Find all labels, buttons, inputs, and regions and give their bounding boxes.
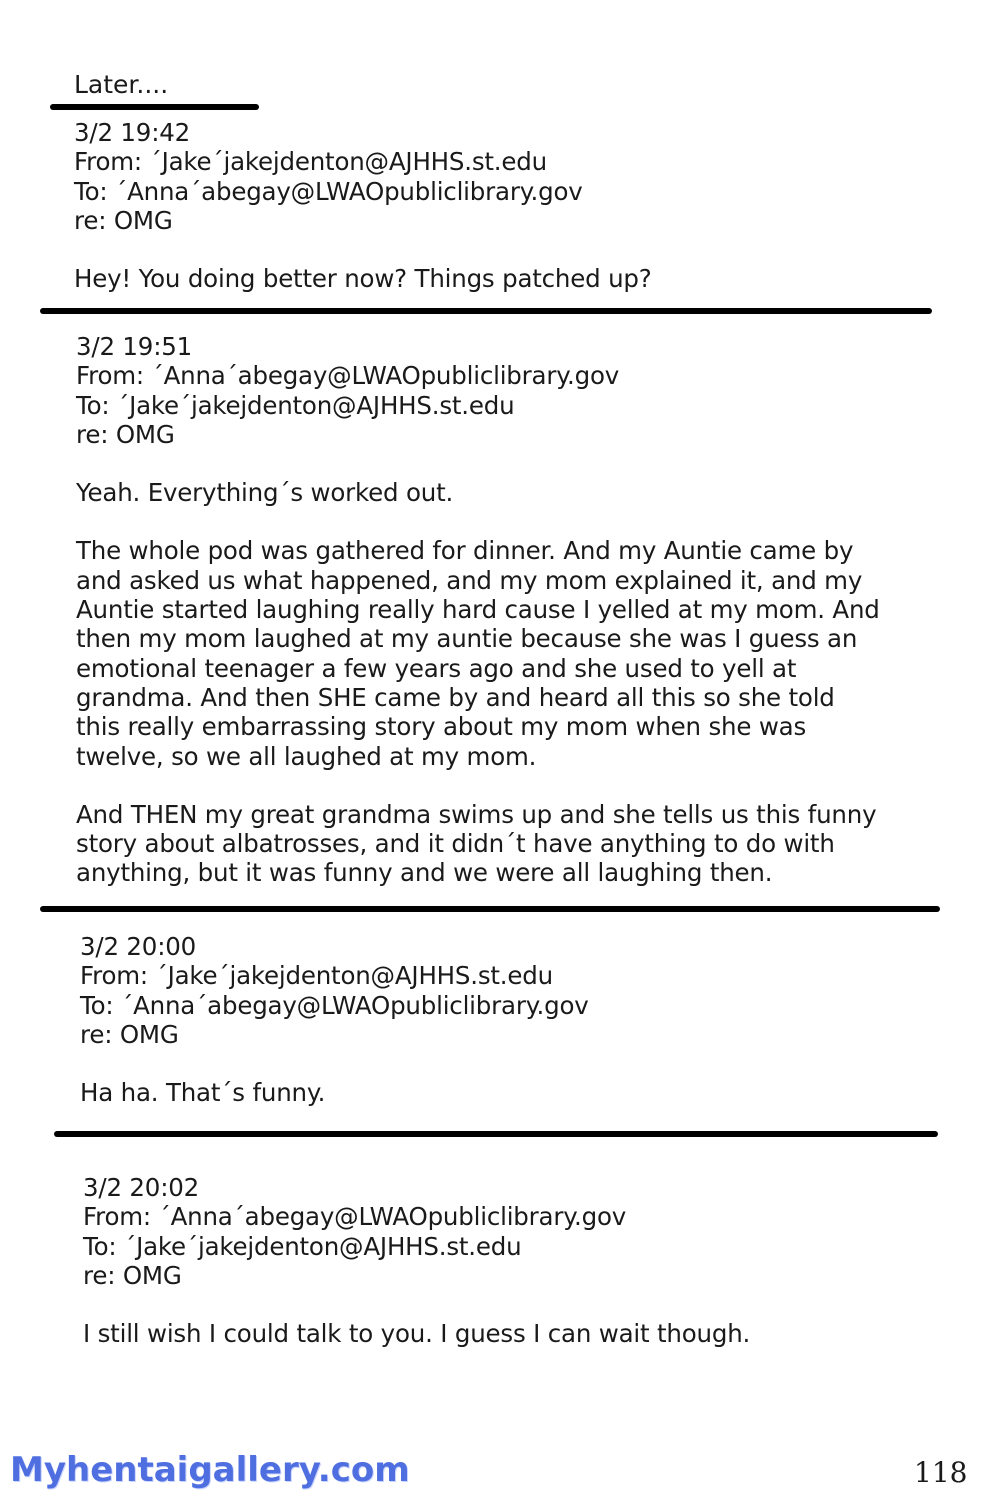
email-timestamp: 3/2 19:42 (74, 118, 191, 147)
email-body-paragraph: The whole pod was gathered for dinner. And my Auntie came by and asked us what happened, and my mom explained it, and my Auntie started laughing really hard cause I yelled at my mom. And then my mom laughed at my auntie because she was I guess an emotional teenager a few years ago and she used to yell at grandma. And then SHE came by and heard all this so she told this really embarrassing story about my mom when she was twelve, so we all laughed at my mom. (76, 536, 880, 771)
email-subject: re: OMG (80, 1019, 179, 1049)
email-message-3 (80, 932, 589, 1107)
email-to: To: ´Jake´jakejdenton@AJHHS.st.edu (83, 1231, 522, 1261)
email-from: From: ´Anna´abegay@LWAOpubliclibrary.gov (83, 1202, 627, 1232)
email-from: From: ´Jake´jakejdenton@AJHHS.st.edu (80, 961, 553, 991)
caption-underline (50, 104, 259, 110)
email-body-paragraph: Hey! You doing better now? Things patched up? (74, 264, 652, 294)
email-body-paragraph: I still wish I could talk to you. I guess I can wait though. (83, 1319, 751, 1349)
email-divider (40, 906, 940, 912)
email-body-paragraph: And THEN my great grandma swims up and she tells us this funny story about albatrosses, and it didn´t have anything to do with anything, but it was funny and we were all laughing then. (76, 799, 877, 888)
email-body-paragraph: Ha ha. That´s funny. (80, 1078, 326, 1108)
scene-caption: Later.... (74, 70, 169, 99)
email-subject: re: OMG (74, 205, 173, 235)
page-number: 118 (914, 1456, 968, 1489)
email-from: From: ´Anna´abegay@LWAOpubliclibrary.gov (76, 361, 620, 391)
email-to: To: ´Jake´jakejdenton@AJHHS.st.edu (76, 390, 515, 420)
email-from: From: ´Jake´jakejdenton@AJHHS.st.edu (74, 147, 547, 177)
email-message-4 (83, 1173, 750, 1348)
email-subject: re: OMG (76, 419, 175, 449)
email-to: To: ´Anna´abegay@LWAOpubliclibrary.gov (80, 990, 589, 1020)
email-body-paragraph: Yeah. Everything´s worked out. (76, 478, 454, 508)
email-timestamp: 3/2 20:02 (83, 1173, 200, 1202)
email-message-1 (74, 118, 652, 293)
email-subject: re: OMG (83, 1260, 182, 1290)
email-to: To: ´Anna´abegay@LWAOpubliclibrary.gov (74, 176, 583, 206)
email-timestamp: 3/2 19:51 (76, 332, 193, 361)
email-divider (54, 1131, 938, 1137)
email-divider (40, 308, 932, 314)
email-message-2 (76, 332, 880, 888)
site-watermark: Myhentaigallery.com (10, 1450, 410, 1490)
email-timestamp: 3/2 20:00 (80, 932, 197, 961)
